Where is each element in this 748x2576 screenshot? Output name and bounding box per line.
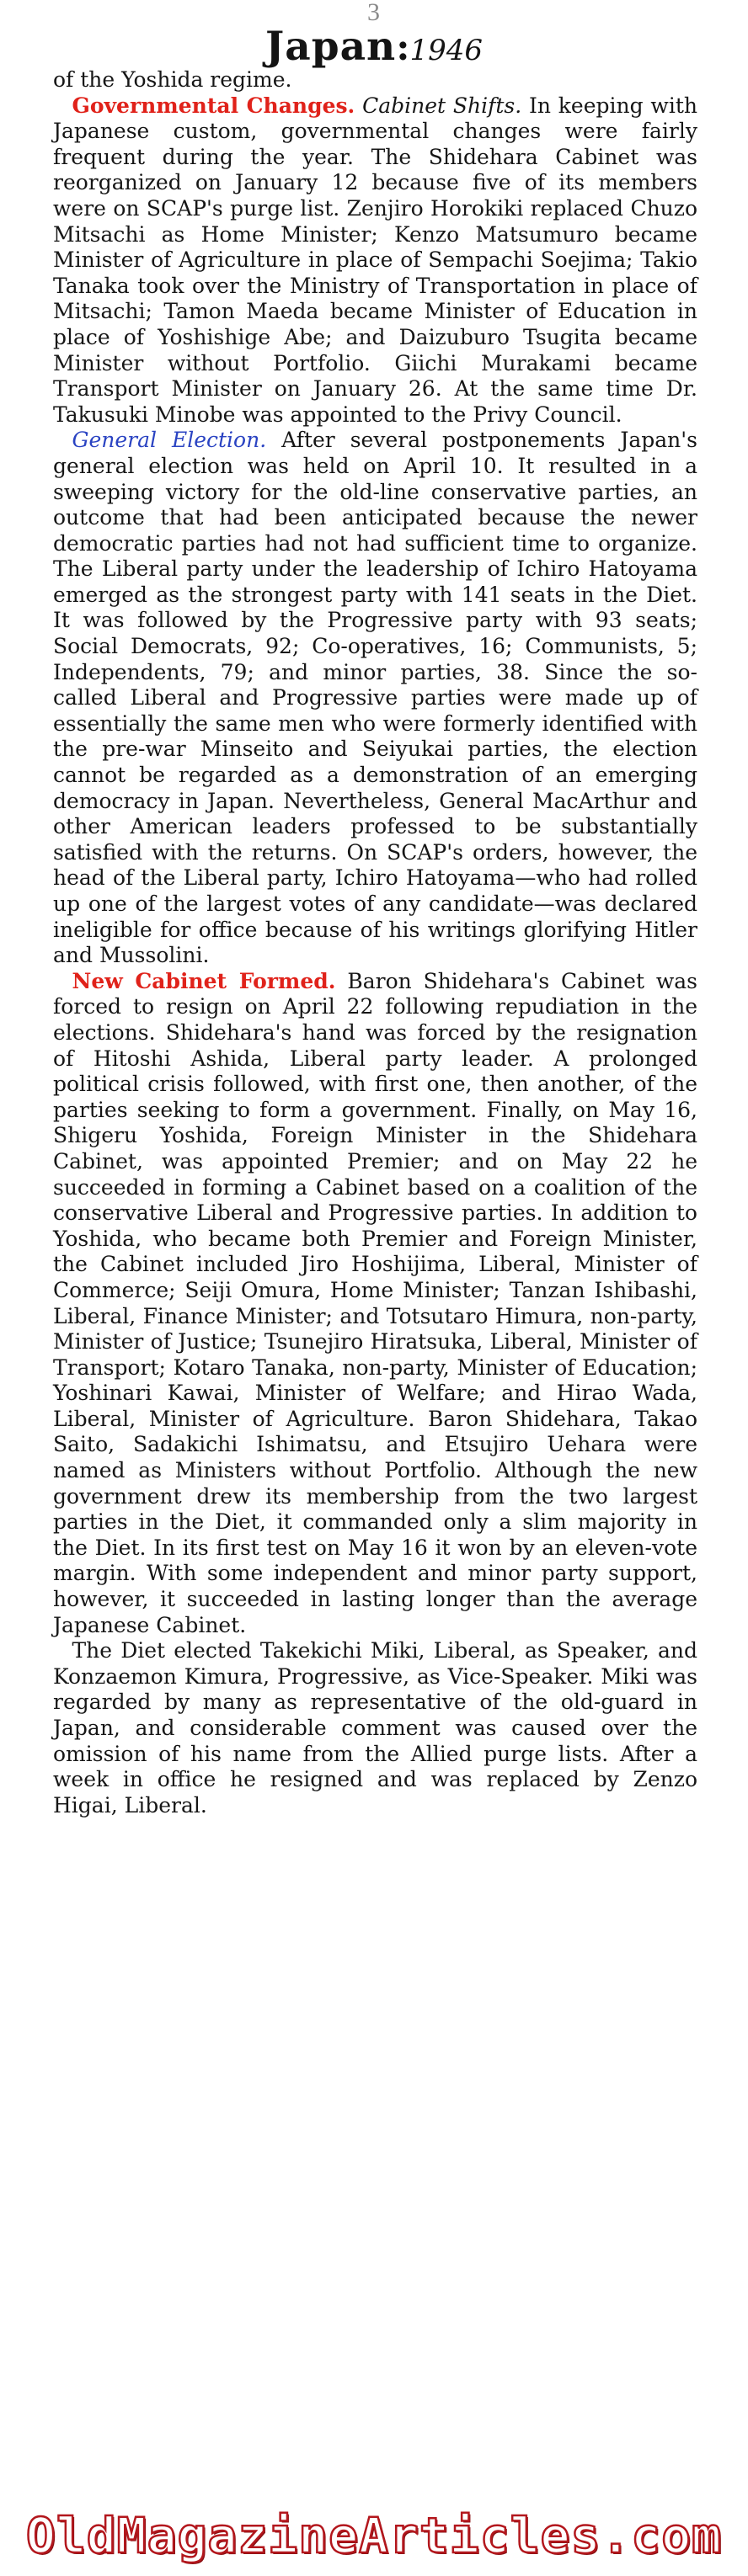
header-country: Japan bbox=[265, 24, 397, 70]
diet-paragraph: The Diet elected Takekichi Miki, Liberal, as Speaker, and Konzaemon Kimura, Progressive, as Vice-Speaker. Miki was regarded by many as representative of the old-guard in Japan, and considerable comment was caused over the omission of his name from the Allied purge lists. After a week in office he resigned and was replaced by Zenzo Higai, Liberal. bbox=[53, 1638, 697, 1818]
heading-new-cabinet: New Cabinet Formed. bbox=[72, 968, 336, 993]
heading-governmental-changes: Governmental Changes. bbox=[72, 93, 355, 118]
intro-fragment: of the Yoshida regime. bbox=[53, 67, 292, 92]
new-cabinet-body: Baron Shidehara's Cabinet was forced to resign on April 22 following repudiation in the elections. Shidehara's hand was forced by the resignation of Hitoshi Ashida, Liberal party leader. A prolonged political crisis followed, with first one, then another, of the parties seeking to form a government. Finally, on May 16, Shigeru Yoshida, Foreign Minister in the Shidehara Cabinet, was appointed Premier; and on May 22 he succeeded in forming a Cabinet based on a coalition of the conservative Liberal and Progressive parties. In addition to Yoshida, who became both Premier and Foreign Minister, the Cabinet included Jiro Hoshijima, Liberal, Minister of Commerce; Seiji Omura, Home Minister; Tanzan Ishibashi, Liberal, Finance Minister; and Totsutaro Himura, non-party, Minister of Justice; Tsunejiro Hiratsuka, Liberal, Minister of Transport; Kotaro Tanaka, non-party, Minister of Education; Yoshinari Kawai, Minister of Welfare; and Hirao Wada, Liberal, Minister of Agriculture. Baron Shidehara, Takao Saito, Sadakichi Ishimatsu, and Etsujiro Uehara were named as Ministers without Portfolio. Although the new government drew its membership from the two largest parties in the Diet, it commanded only a slim majority in the Diet. In its first test on May 16 it won by an eleven-vote margin. With some independent and minor party support, however, it succeeded in lasting longer than the average Japanese Cabinet. bbox=[53, 968, 697, 1637]
header-year: 1946 bbox=[409, 34, 483, 67]
page-header bbox=[0, 22, 748, 72]
governmental-changes-body: In keeping with Japanese custom, governmental changes were fairly frequent during the year. The Shidehara Cabinet was reorganized on January 12 because five of its members were on SCAP's purge list. Zenjiro Horokiki replaced Chuzo Mitsachi as Home Minister; Kenzo Matsumuro became Minister of Agriculture in place of Sempachi Soejima; Takio Tanaka took over the Ministry of Transportation in place of Mitsachi; Tamon Maeda became Minister of Education in place of Yoshishige Abe; and Daizuburo Tsugita became Minister without Portfolio. Giichi Murakami became Transport Minister on January 26. At the same time Dr. Takusuki Minobe was appointed to the Privy Council. bbox=[53, 93, 697, 427]
page-number: 3 bbox=[367, 0, 381, 26]
general-election-body: After several postponements Japan's general election was held on April 10. It resulted in a sweeping victory for the old-line conservative parties, an outcome that had been anticipated because the newer democratic parties had not had sufficient time to organize. The Liberal party under the leadership of Ichiro Hatoyama emerged as the strongest party with 141 seats in the Diet. It was followed by the Progressive party with 93 seats; Social Democrats, 92; Co-operatives, 16; Communists, 5; Independents, 79; and minor parties, 38. Since the so-called Liberal and Progressive parties were made up of essentially the same men who were formerly identified with the pre-war Minseito and Seiyukai parties, the election cannot be regarded as a demonstration of an emerging democracy in Japan. Nevertheless, General MacArthur and other American leaders professed to be substantially satisfied with the returns. On SCAP's orders, however, the head of the Liberal party, Ichiro Hatoyama—who had rolled up one of the largest votes of any candidate—was declared ineligible for office because of his writings glorifying Hitler and Mussolini. bbox=[53, 428, 697, 968]
article-body bbox=[53, 67, 697, 1818]
section-general-election bbox=[53, 428, 697, 968]
heading-general-election: General Election. bbox=[72, 428, 267, 453]
header-separator: : bbox=[396, 26, 410, 69]
section-governmental-changes bbox=[53, 93, 697, 428]
section-new-cabinet bbox=[53, 969, 697, 1638]
site-watermark: OldMagazineArticles.com bbox=[25, 2507, 723, 2564]
subheading-cabinet-shifts: Cabinet Shifts. bbox=[362, 93, 522, 118]
